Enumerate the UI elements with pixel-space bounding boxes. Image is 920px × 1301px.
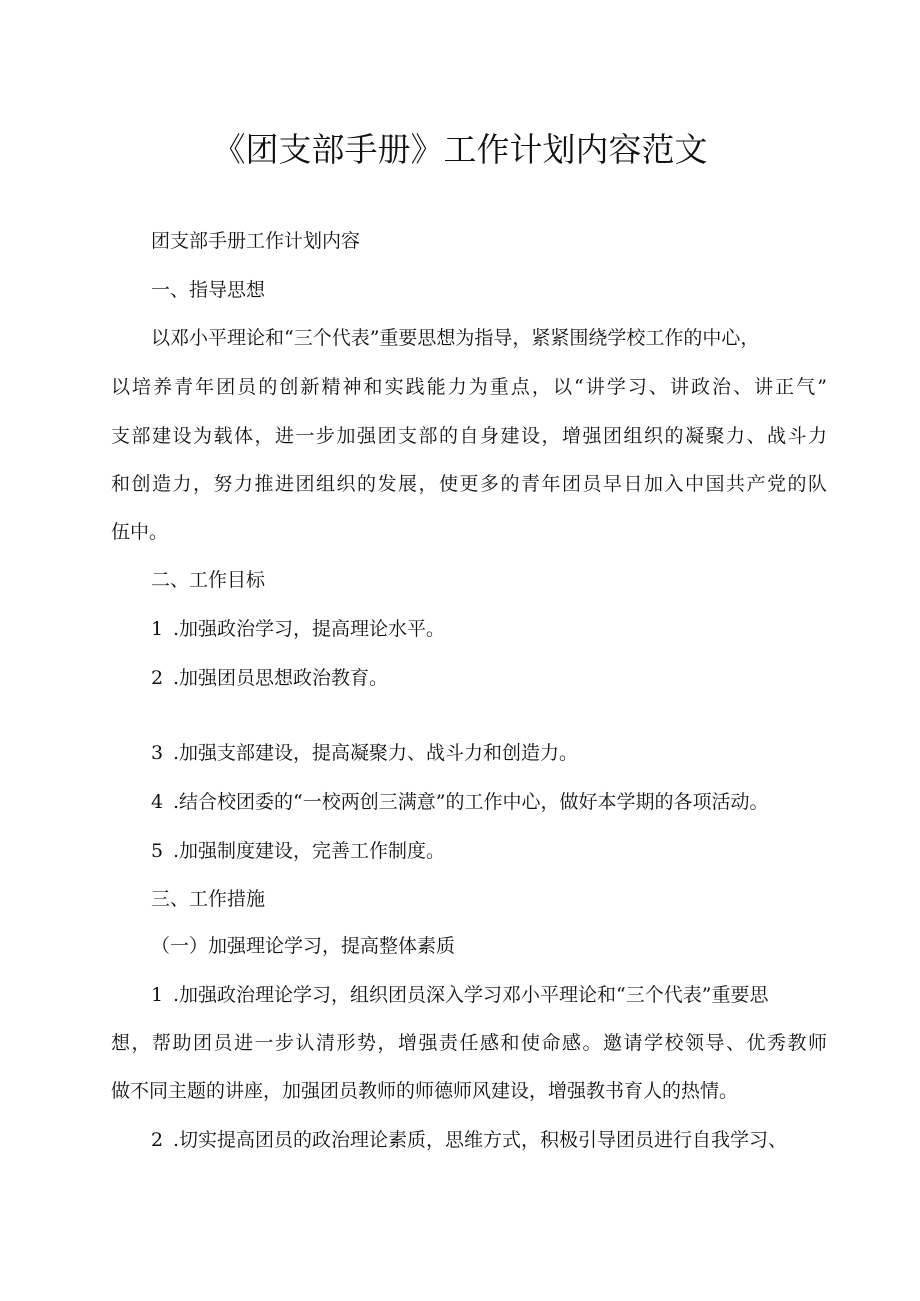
section-1-line-1: 以邓小平理论和“三个代表”重要思想为指导，紧紧围绕学校工作的中心， — [151, 327, 760, 349]
section-1-line-3: 支部建设为载体，进一步加强团支部的自身建设，增强团组织的凝聚力、战斗力 — [111, 425, 827, 447]
goal-item-2-text: .加强团员思想政治教育。 — [173, 667, 389, 689]
measure-item-2-number: 2 — [151, 1129, 164, 1151]
section-1-line-2: 以培养青年团员的创新精神和实践能力为重点，以“讲学习、讲政治、讲正气” — [111, 376, 827, 398]
goal-item-2 — [151, 666, 388, 690]
measure-item-1-text: .加强政治理论学习，组织团员深入学习邓小平理论和“三个代表”重要思 — [173, 984, 769, 1006]
measure-item-1-line-3: 做不同主题的讲座，加强团员教师的师德师风建设，增强教书育人的热情。 — [111, 1080, 739, 1102]
section-1-line-4: 和创造力，努力推进团组织的发展，使更多的青年团员早日加入中国共产党的队 — [111, 473, 827, 495]
goal-item-4-text: .结合校团委的“一校两创三满意”的工作中心，做好本学期的各项活动。 — [173, 791, 769, 813]
goal-item-5 — [151, 839, 445, 863]
goal-item-5-text: .加强制度建设，完善工作制度。 — [173, 840, 446, 862]
measure-item-1-line-1 — [151, 983, 768, 1007]
measure-item-1-line-2: 想，帮助团员进一步认清形势，增强责任感和使命感。邀请学校领导、优秀教师 — [111, 1032, 827, 1054]
goal-item-5-number: 5 — [151, 840, 164, 862]
section-1-heading: 一、指导思想 — [151, 279, 266, 301]
goal-item-1 — [151, 617, 445, 641]
goal-item-4-number: 4 — [151, 791, 164, 813]
goal-item-4 — [151, 790, 768, 814]
goal-item-2-number: 2 — [151, 667, 164, 689]
section-1-line-5: 伍中。 — [111, 521, 169, 543]
section-3-heading: 三、工作措施 — [151, 888, 266, 910]
document-title: 《团支部手册》工作计划内容范文 — [212, 130, 708, 169]
section-3-subheading: （一）加强理论学习，提高整体素质 — [151, 935, 456, 957]
measure-item-2-line-1 — [151, 1128, 787, 1152]
goal-item-1-number: 1 — [151, 618, 164, 640]
measure-item-1-number: 1 — [151, 984, 164, 1006]
measure-item-2-text: .切实提高团员的政治理论素质，思维方式，积极引导团员进行自我学习、 — [173, 1129, 788, 1151]
goal-item-3 — [151, 741, 578, 765]
goal-item-3-number: 3 — [151, 742, 164, 764]
document-subtitle: 团支部手册工作计划内容 — [151, 230, 361, 252]
section-2-heading: 二、工作目标 — [151, 569, 266, 591]
goal-item-3-text: .加强支部建设，提高凝聚力、战斗力和创造力。 — [173, 742, 579, 764]
goal-item-1-text: .加强政治学习，提高理论水平。 — [173, 618, 446, 640]
